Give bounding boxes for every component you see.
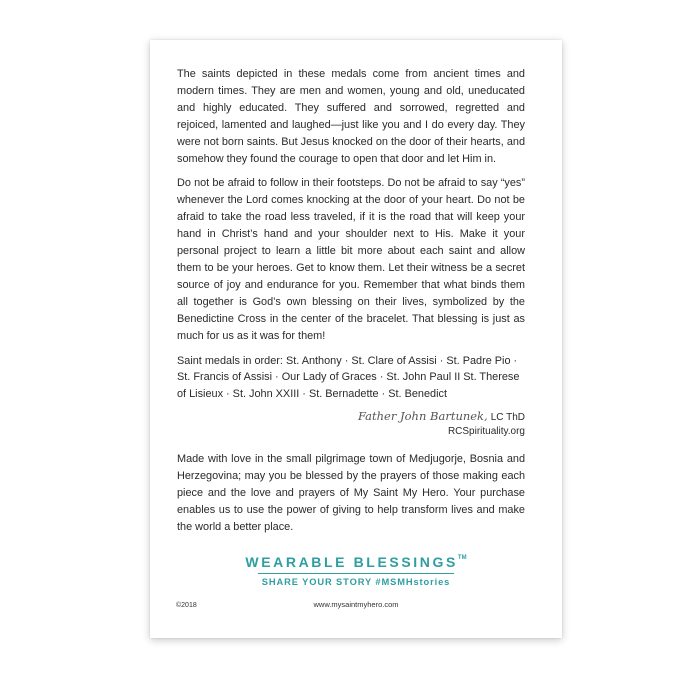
card-body (177, 66, 525, 544)
paragraph-made-with-love: Made with love in the small pilgrimage town of Medjugorje, Bosnia and Herzegovina; may you be blessed by the prayers of those making each piece and the love and prayers of My Saint My Hero. Your purchase enables us to use the power of giving to help transform lives and make the world a better place. (177, 453, 525, 533)
signature-block (177, 409, 525, 439)
trademark-mark: TM (457, 555, 467, 561)
brand-block (150, 554, 562, 587)
footer-url: www.mysaintmyhero.com (313, 600, 399, 609)
copyright-text: ©2018 (176, 602, 197, 609)
paragraph-saints-intro: The saints depicted in these medals come from ancient times and modern times. They are men and women, young and old, uneducated and highly educated. They suffered and sorrowed, regretted and rejoiced, lamented and laughed—just like you and I do every day. They were not born saints. But Jesus knocked on the door of their hearts, and somehow they found the courage to open that door and let Him in. (177, 68, 525, 165)
brand-title (150, 554, 562, 570)
printed-card (150, 40, 562, 638)
paragraph-encouragement: Do not be afraid to follow in their footsteps. Do not be afraid to say “yes” whenever the Lord comes knocking at the door of your heart. Do not be afraid to take the road less traveled, if it is the road that will keep your hand in Christ’s hand and your shoulder next to His. Make it your personal project to learn a little bit more about each saint and allow them to be your heroes. Get to know them. Let their witness be a secret source of joy and endurance for you. Remember that what binds them all together is God’s own blessing on their lives, symbolized by the Benedictine Cross in the center of the bracelet. That blessing is just as much for us as it was for them! (177, 177, 525, 342)
brand-subtitle: SHARE YOUR STORY #MSMHstories (261, 577, 451, 587)
signature-credential: LC ThD (490, 412, 525, 424)
brand-title-text: WEARABLE BLESSINGS (245, 554, 458, 570)
signature-name: Father John Bartunek, (357, 409, 488, 424)
brand-divider (258, 573, 454, 574)
signature-website: RCSpirituality.org (447, 426, 525, 438)
paragraph-medal-order: Saint medals in order: St. Anthony · St. Clare of Assisi · St. Padre Pio · St. Francis of Assisi · Our Lady of Graces · St. John Paul II St. Therese of Lisieux · St. John XXIII · St. Bernadette · St. Benedict (177, 354, 520, 401)
